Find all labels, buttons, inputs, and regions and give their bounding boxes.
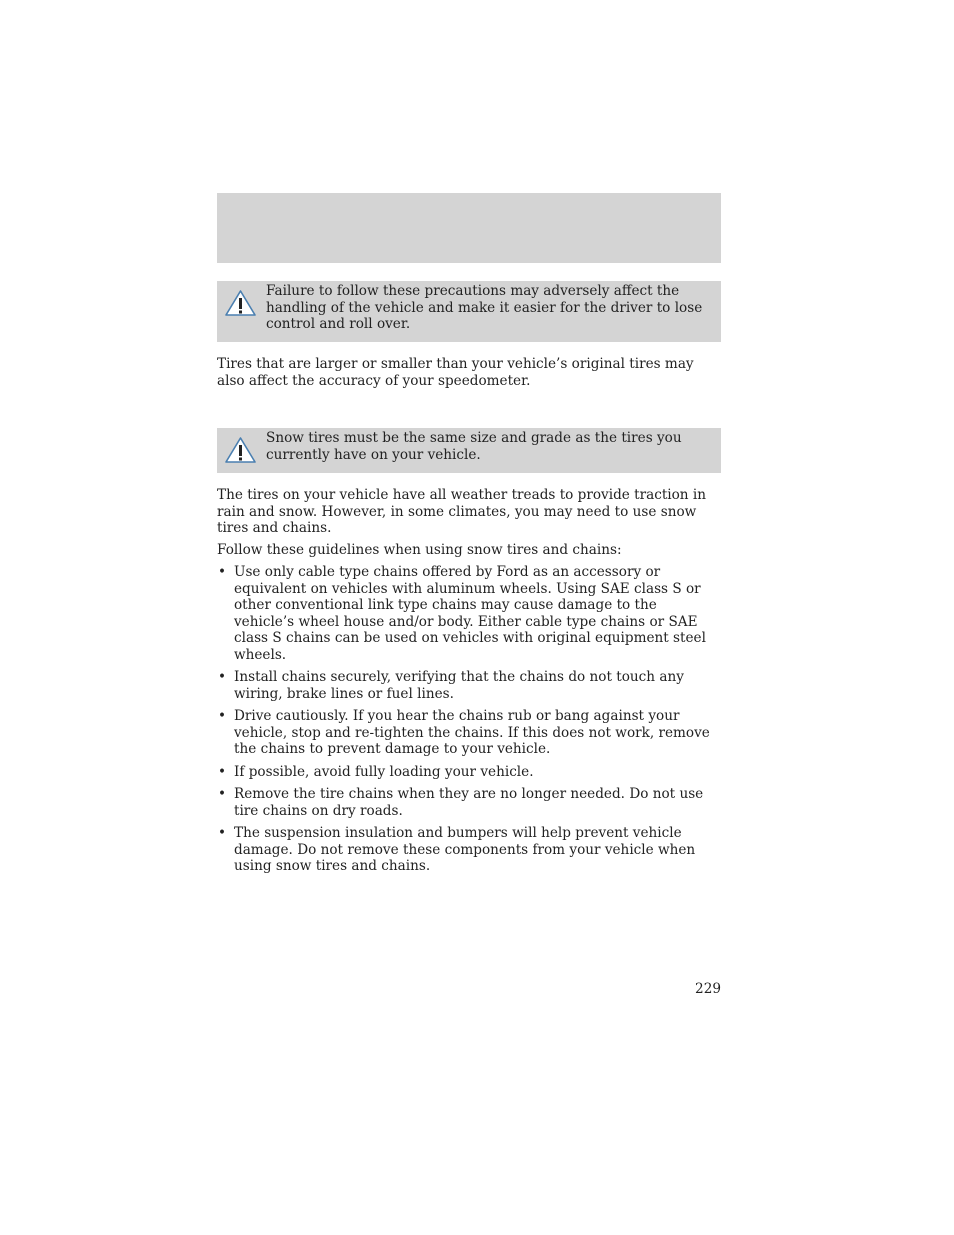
warning-box-snow-tires [217, 428, 721, 473]
warning-triangle-icon [224, 436, 257, 464]
bullet-marker: • [218, 669, 227, 685]
list-item-text: Install chains securely, verifying that the chains do not touch any wiring, brake lines or fuel lines. [234, 669, 684, 702]
speedometer-paragraph: Tires that are larger or smaller than your vehicle’s original tires may also affect the accuracy of your speedometer. [217, 356, 694, 389]
bullet-marker: • [218, 763, 227, 780]
warning-text: Snow tires must be the same size and grade as the tires you currently have on your vehicle. [266, 430, 682, 463]
list-item [217, 786, 721, 819]
list-item-text: Drive cautiously. If you hear the chains rub or bang against your vehicle, stop and re-tighten the chains. If this does not work, remove the chains to prevent damage to your vehicle. [234, 708, 710, 757]
list-item [217, 564, 721, 663]
page-number: 229 [695, 981, 721, 997]
guidelines-intro: Follow these guidelines when using snow tires and chains: [217, 542, 622, 558]
bullet-marker: • [218, 708, 227, 724]
warning-box-rollover [217, 281, 721, 342]
list-item-text: The suspension insulation and bumpers will help prevent vehicle damage. Do not remove these components from your vehicle when using snow tires and chains. [234, 825, 696, 874]
guidelines-list [217, 564, 721, 881]
list-item [217, 669, 721, 702]
section-header-band [217, 193, 721, 263]
bullet-marker: • [218, 825, 227, 841]
list-item [217, 708, 721, 758]
list-item [217, 764, 721, 781]
bullet-marker: • [218, 786, 227, 802]
list-item-text: Use only cable type chains offered by Ford as an accessory or equivalent on vehicles with aluminum wheels. Using SAE class S or other conventional link type chains may cause damage to the vehicle’s wheel house and/or body. Either cable type chains or SAE class S chains can be used on vehicles with original equipment steel wheels. [234, 564, 706, 663]
list-item [217, 825, 721, 875]
list-item-text: If possible, avoid fully loading your vehicle. [234, 763, 534, 780]
warning-triangle-icon [224, 289, 257, 317]
warning-text: Failure to follow these precautions may adversely affect the handling of the vehicle and make it easier for the driver to lose control and roll over. [266, 283, 703, 332]
bullet-marker: • [218, 564, 227, 580]
list-item-text: Remove the tire chains when they are no longer needed. Do not use tire chains on dry roads. [234, 786, 704, 819]
all-weather-paragraph: The tires on your vehicle have all weather treads to provide traction in rain and snow. However, in some climates, you may need to use snow tires and chains. [217, 487, 706, 536]
